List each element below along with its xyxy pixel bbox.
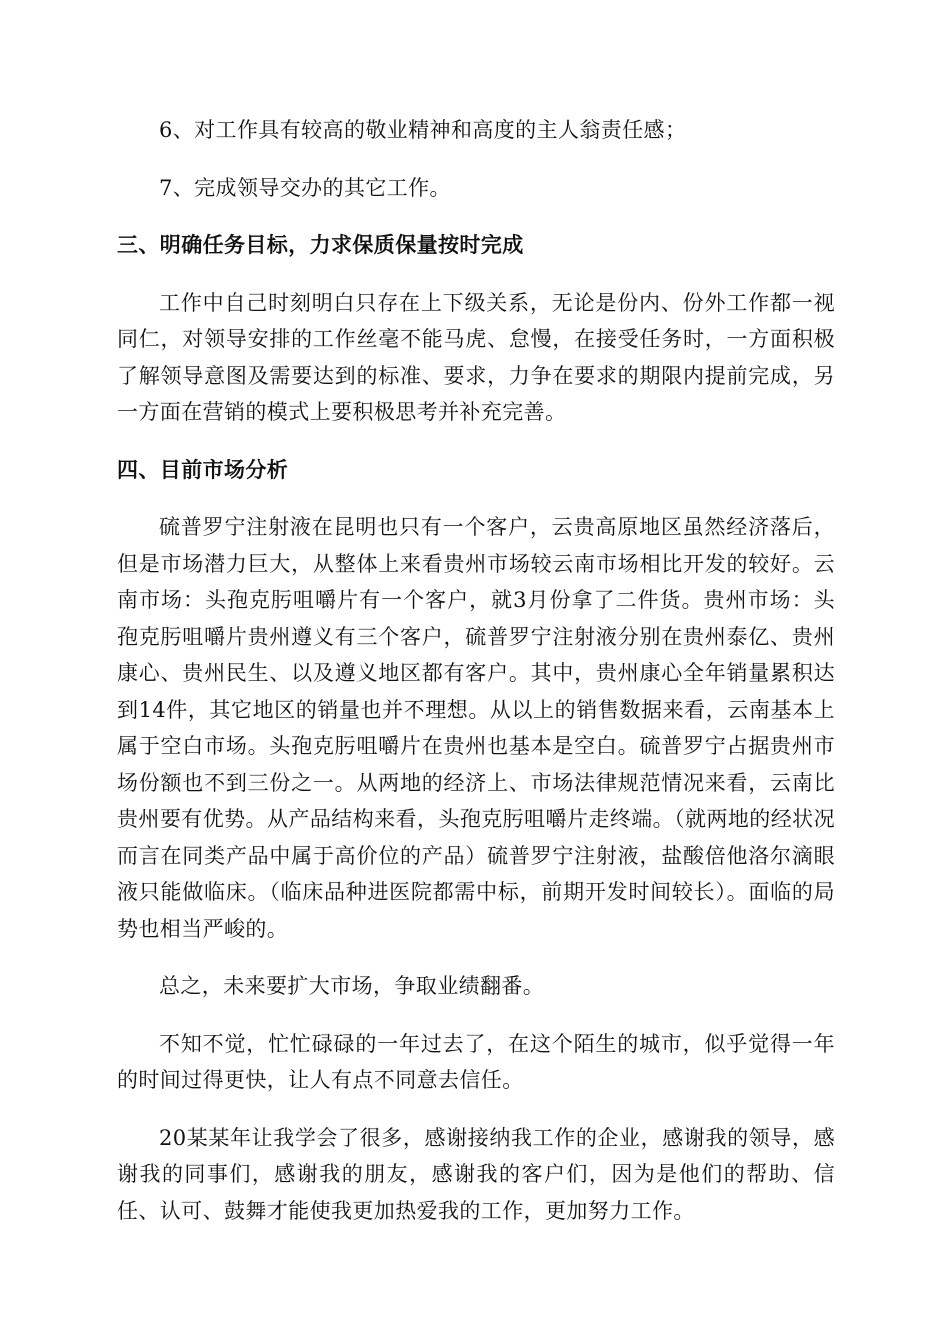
section-heading-4: 四、目前市场分析 [117,457,289,482]
paragraph-summary: 总之，未来要扩大市场，争取业绩翻番。 [159,974,545,998]
section-heading-3: 三、明确任务目标，力求保质保量按时完成 [117,233,524,257]
paragraph-thanks: 20某某年让我学会了很多，感谢接纳我工作的企业，感谢我的领导，感谢我的同事们，感谢我的朋友，感谢我的客户们，因为是他们的帮助、信任、认可、鼓舞才能使我更加热爱我的工作，更加努力工作。 [117,1125,835,1223]
paragraph-year-reflection: 不知不觉，忙忙碌碌的一年过去了，在这个陌生的城市，似乎觉得一年的时间过得更快，让人有点不同意去信任。 [117,1031,835,1092]
list-item-7: 7、完成领导交办的其它工作。 [159,175,451,200]
paragraph-task-goals: 工作中自己时刻明白只存在上下级关系，无论是份内、份外工作都一视同仁，对领导安排的工作丝毫不能马虎、怠慢，在接受任务时，一方面积极了解领导意图及需要达到的标准、要求，力争在要求的期限内提前完成，另一方面在营销的模式上要积极思考并补充完善。 [117,290,835,424]
list-item-6: 6、对工作具有较高的敬业精神和高度的主人翁责任感； [159,118,687,142]
document-page [117,112,835,1250]
paragraph-market-analysis: 硫普罗宁注射液在昆明也只有一个客户，云贵高原地区虽然经济落后，但是市场潜力巨大，从整体上来看贵州市场较云南市场相比开发的较好。云南市场：头孢克肟咀嚼片有一个客户，就3月份拿了二件货。贵州市场：头孢克肟咀嚼片贵州遵义有三个客户，硫普罗宁注射液分别在贵州泰亿、贵州康心、贵州民生、以及遵义地区都有客户。其中，贵州康心全年销量累积达到14件，其它地区的销量也并不理想。从以上的销售数据来看，云南基本上属于空白市场。头孢克肟咀嚼片在贵州也基本是空白。硫普罗宁占据贵州市场份额也不到三份之一。从两地的经济上、市场法律规范情况来看，云南比贵州要有优势。从产品结构来看，头孢克肟咀嚼片走终端。（就两地的经状况而言在同类产品中属于高价位的产品）硫普罗宁注射液，盐酸倍他洛尔滴眼液只能做临床。（临床品种进医院都需中标，前期开发时间较长）。面临的局势也相当严峻的。 [117,515,835,941]
